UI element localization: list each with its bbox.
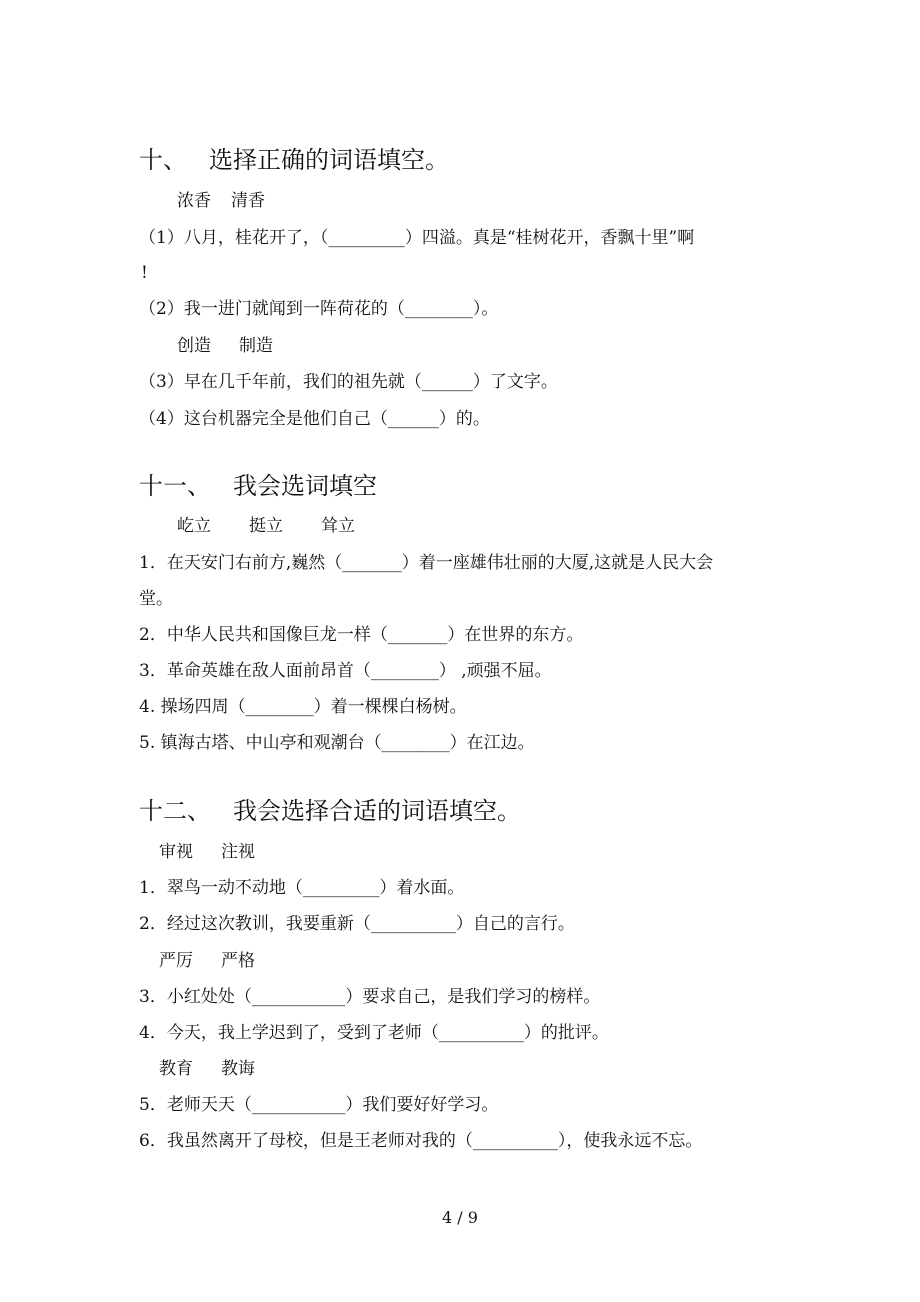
section-11-heading bbox=[139, 474, 377, 498]
section-10-number: 十、 bbox=[139, 146, 187, 174]
word-choice: 清香 bbox=[231, 191, 265, 211]
question-line: 3．革命英雄在敌人面前昂首（________） ,顽强不屈。 bbox=[139, 661, 552, 681]
word-choice: 耸立 bbox=[321, 516, 355, 536]
word-choice: 创造 bbox=[177, 336, 211, 356]
question-line: （2）我一进门就闻到一阵荷花的（________）。 bbox=[139, 299, 499, 319]
section-11-title: 我会选词填空 bbox=[233, 472, 377, 500]
word-choice: 注视 bbox=[221, 842, 255, 862]
section-12-heading bbox=[139, 799, 521, 823]
question-line-continuation: ! bbox=[141, 263, 148, 283]
word-choice: 挺立 bbox=[249, 516, 283, 536]
section-12-title: 我会选择合适的词语填空。 bbox=[233, 797, 521, 825]
question-line: 6．我虽然离开了母校，但是王老师对我的（__________），使我永远不忘。 bbox=[139, 1131, 703, 1151]
word-choices-s10-g2 bbox=[177, 338, 273, 355]
question-line: 3．小红处处（___________）要求自己，是我们学习的榜样。 bbox=[139, 987, 601, 1007]
word-choice: 审视 bbox=[159, 842, 193, 862]
section-12-number: 十二、 bbox=[139, 797, 211, 825]
word-choice: 严格 bbox=[221, 951, 255, 971]
word-choice: 屹立 bbox=[177, 516, 211, 536]
question-line: 5. 镇海古塔、中山亭和观潮台（________）在江边。 bbox=[139, 733, 535, 753]
word-choices-s12-g3 bbox=[159, 1061, 255, 1078]
question-line: （3）早在几千年前，我们的祖先就（______）了文字。 bbox=[139, 372, 558, 392]
question-line: 4．今天，我上学迟到了，受到了老师（__________）的批评。 bbox=[139, 1023, 609, 1043]
word-choice: 严厉 bbox=[159, 951, 193, 971]
word-choices-s12-g2 bbox=[159, 953, 255, 970]
question-line: 1．翠鸟一动不动地（_________）着水面。 bbox=[139, 878, 465, 898]
section-11-number: 十一、 bbox=[139, 472, 211, 500]
section-10-heading bbox=[139, 148, 449, 172]
question-line: 4. 操场四周（________）着一棵棵白杨树。 bbox=[139, 697, 467, 717]
question-line: 5．老师天天（___________）我们要好好学习。 bbox=[139, 1095, 499, 1115]
question-line: （4）这台机器完全是他们自己（______）的。 bbox=[139, 409, 490, 429]
question-line: 1．在天安门右前方,巍然（_______）着一座雄伟壮丽的大厦,这就是人民大会 bbox=[139, 553, 714, 573]
word-choices-s10-g1 bbox=[177, 193, 265, 210]
word-choices-s11-g1 bbox=[177, 518, 355, 535]
question-line: 2．中华人民共和国像巨龙一样（_______）在世界的东方。 bbox=[139, 625, 584, 645]
question-line-continuation: 堂。 bbox=[139, 589, 173, 609]
section-10-title: 选择正确的词语填空。 bbox=[209, 146, 449, 174]
word-choice: 教诲 bbox=[221, 1059, 255, 1079]
word-choice: 浓香 bbox=[177, 191, 211, 211]
word-choice: 教育 bbox=[159, 1059, 193, 1079]
word-choice: 制造 bbox=[239, 336, 273, 356]
question-line: （1）八月，桂花开了，（_________）四溢。真是“桂树花开，香飘十里”啊 bbox=[139, 228, 695, 248]
word-choices-s12-g1 bbox=[159, 844, 255, 861]
question-line: 2．经过这次教训，我要重新（__________）自己的言行。 bbox=[139, 914, 575, 934]
page-number: 4 / 9 bbox=[442, 1208, 478, 1227]
